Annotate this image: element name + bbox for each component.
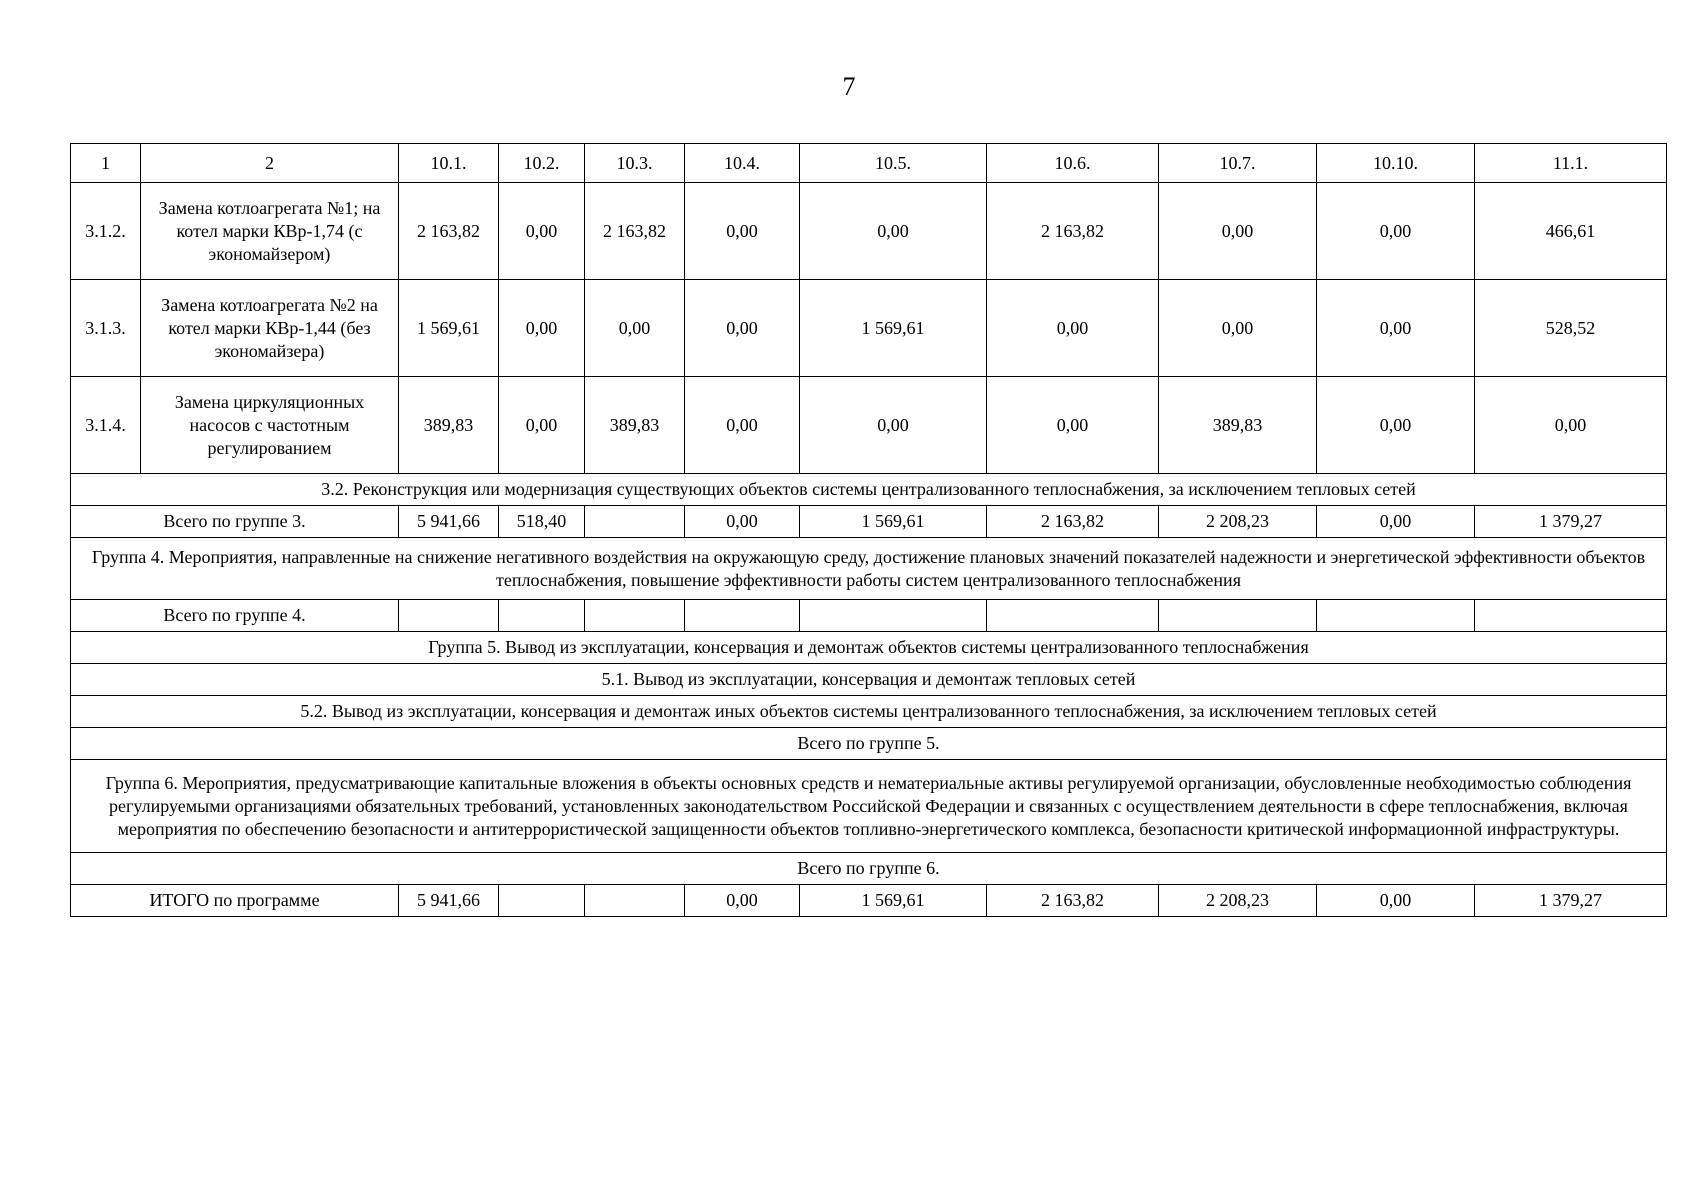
table-cell: 0,00 <box>499 280 585 377</box>
column-header: 2 <box>141 144 399 183</box>
table-cell: 1 569,61 <box>800 280 987 377</box>
program-total-row <box>71 885 1667 917</box>
table-cell <box>1317 600 1475 632</box>
header-row <box>71 144 1667 183</box>
table-cell: 2 163,82 <box>987 183 1159 280</box>
column-header: 10.6. <box>987 144 1159 183</box>
table-cell: 5 941,66 <box>399 506 499 538</box>
table-cell <box>1475 600 1667 632</box>
total-label: Всего по группе 5. <box>71 728 1667 760</box>
table-cell: 2 208,23 <box>1159 506 1317 538</box>
table-cell: 389,83 <box>585 377 685 474</box>
table-cell: 2 163,82 <box>987 506 1159 538</box>
table-row <box>71 377 1667 474</box>
item-code: 3.1.2. <box>71 183 141 280</box>
page-number: 7 <box>842 72 856 101</box>
table-cell: 528,52 <box>1475 280 1667 377</box>
column-header: 11.1. <box>1475 144 1667 183</box>
column-header: 10.3. <box>585 144 685 183</box>
table-cell: 0,00 <box>585 280 685 377</box>
table-cell: 0,00 <box>1159 183 1317 280</box>
item-code: 3.1.4. <box>71 377 141 474</box>
table-cell: 2 163,82 <box>585 183 685 280</box>
table-cell <box>585 885 685 917</box>
table-cell <box>585 506 685 538</box>
section-5-1-title: 5.1. Вывод из эксплуатации, консервация и демонтаж тепловых сетей <box>71 664 1667 696</box>
section-row <box>71 760 1667 853</box>
table-cell <box>499 885 585 917</box>
table-cell: 0,00 <box>987 280 1159 377</box>
column-header: 10.7. <box>1159 144 1317 183</box>
group-4-total-row <box>71 600 1667 632</box>
table-cell: 466,61 <box>1475 183 1667 280</box>
total-label: Всего по группе 6. <box>71 853 1667 885</box>
total-label: Всего по группе 4. <box>71 600 399 632</box>
table-cell <box>987 600 1159 632</box>
table-cell: 0,00 <box>800 183 987 280</box>
table-cell <box>499 600 585 632</box>
group-6-title: Группа 6. Мероприятия, предусматривающие капитальные вложения в объекты основных средств и нематериальные активы регулируемой организации, обусловленные необходимостью соблюдения регулируемыми организациями обязательных требований, установленных законодательством Российской Федерации и связанных с осуществлением деятельности в сфере теплоснабжения, включая мероприятия по обеспечению безопасности и антитеррористической защищенности объектов топливно-энергетического комплекса, безопасности критической информационной инфраструктуры. <box>71 760 1667 853</box>
table-cell: 0,00 <box>685 506 800 538</box>
table-cell: 0,00 <box>1317 280 1475 377</box>
table-cell: 0,00 <box>685 183 800 280</box>
section-row <box>71 632 1667 664</box>
group-5-total-row <box>71 728 1667 760</box>
group-6-total-row <box>71 853 1667 885</box>
table-cell: 1 569,61 <box>399 280 499 377</box>
item-name: Замена циркуляционных насосов с частотным регулированием <box>141 377 399 474</box>
table-cell: 0,00 <box>685 280 800 377</box>
table-cell: 389,83 <box>399 377 499 474</box>
table-cell: 1 379,27 <box>1475 885 1667 917</box>
item-name: Замена котлоагрегата №1; на котел марки КВр-1,74 (с экономайзером) <box>141 183 399 280</box>
column-header: 10.5. <box>800 144 987 183</box>
column-header: 10.10. <box>1317 144 1475 183</box>
table-cell <box>399 600 499 632</box>
table-cell: 2 163,82 <box>399 183 499 280</box>
table-cell <box>800 600 987 632</box>
item-name: Замена котлоагрегата №2 на котел марки КВр-1,44 (без экономайзера) <box>141 280 399 377</box>
table-cell: 1 569,61 <box>800 506 987 538</box>
table-cell <box>685 600 800 632</box>
total-label: Всего по группе 3. <box>71 506 399 538</box>
table-cell: 2 208,23 <box>1159 885 1317 917</box>
table-cell: 0,00 <box>499 377 585 474</box>
section-row <box>71 664 1667 696</box>
group-3-total-row <box>71 506 1667 538</box>
item-code: 3.1.3. <box>71 280 141 377</box>
group-5-title: Группа 5. Вывод из эксплуатации, консервация и демонтаж объектов системы централизованного теплоснабжения <box>71 632 1667 664</box>
table-cell: 0,00 <box>685 377 800 474</box>
table-cell: 5 941,66 <box>399 885 499 917</box>
section-5-2-title: 5.2. Вывод из эксплуатации, консервация и демонтаж иных объектов системы централизованного теплоснабжения, за исключением тепловых сетей <box>71 696 1667 728</box>
column-header: 10.2. <box>499 144 585 183</box>
table-cell: 518,40 <box>499 506 585 538</box>
column-header: 10.4. <box>685 144 800 183</box>
section-row <box>71 538 1667 600</box>
table-cell: 0,00 <box>1475 377 1667 474</box>
table-cell: 0,00 <box>1317 377 1475 474</box>
table-cell: 1 379,27 <box>1475 506 1667 538</box>
investment-program-table <box>70 143 1667 917</box>
table-cell: 0,00 <box>800 377 987 474</box>
table-cell: 0,00 <box>1317 183 1475 280</box>
column-header: 1 <box>71 144 141 183</box>
section-row <box>71 474 1667 506</box>
table-cell: 0,00 <box>1317 506 1475 538</box>
table-cell: 0,00 <box>685 885 800 917</box>
table-cell: 1 569,61 <box>800 885 987 917</box>
program-total-label: ИТОГО по программе <box>71 885 399 917</box>
table-cell <box>585 600 685 632</box>
table-row <box>71 183 1667 280</box>
group-4-title: Группа 4. Мероприятия, направленные на снижение негативного воздействия на окружающую среду, достижение плановых значений показателей надежности и энергетической эффективности объектов теплоснабжения, повышение эффективности работы систем централизованного теплоснабжения <box>71 538 1667 600</box>
table-cell: 0,00 <box>1317 885 1475 917</box>
table-cell: 2 163,82 <box>987 885 1159 917</box>
section-3-2-title: 3.2. Реконструкция или модернизация существующих объектов системы централизованного теплоснабжения, за исключением тепловых сетей <box>71 474 1667 506</box>
table-row <box>71 280 1667 377</box>
table-cell: 0,00 <box>1159 280 1317 377</box>
table-cell: 0,00 <box>987 377 1159 474</box>
section-row <box>71 696 1667 728</box>
table-cell: 389,83 <box>1159 377 1317 474</box>
table-cell: 0,00 <box>499 183 585 280</box>
column-header: 10.1. <box>399 144 499 183</box>
table-cell <box>1159 600 1317 632</box>
